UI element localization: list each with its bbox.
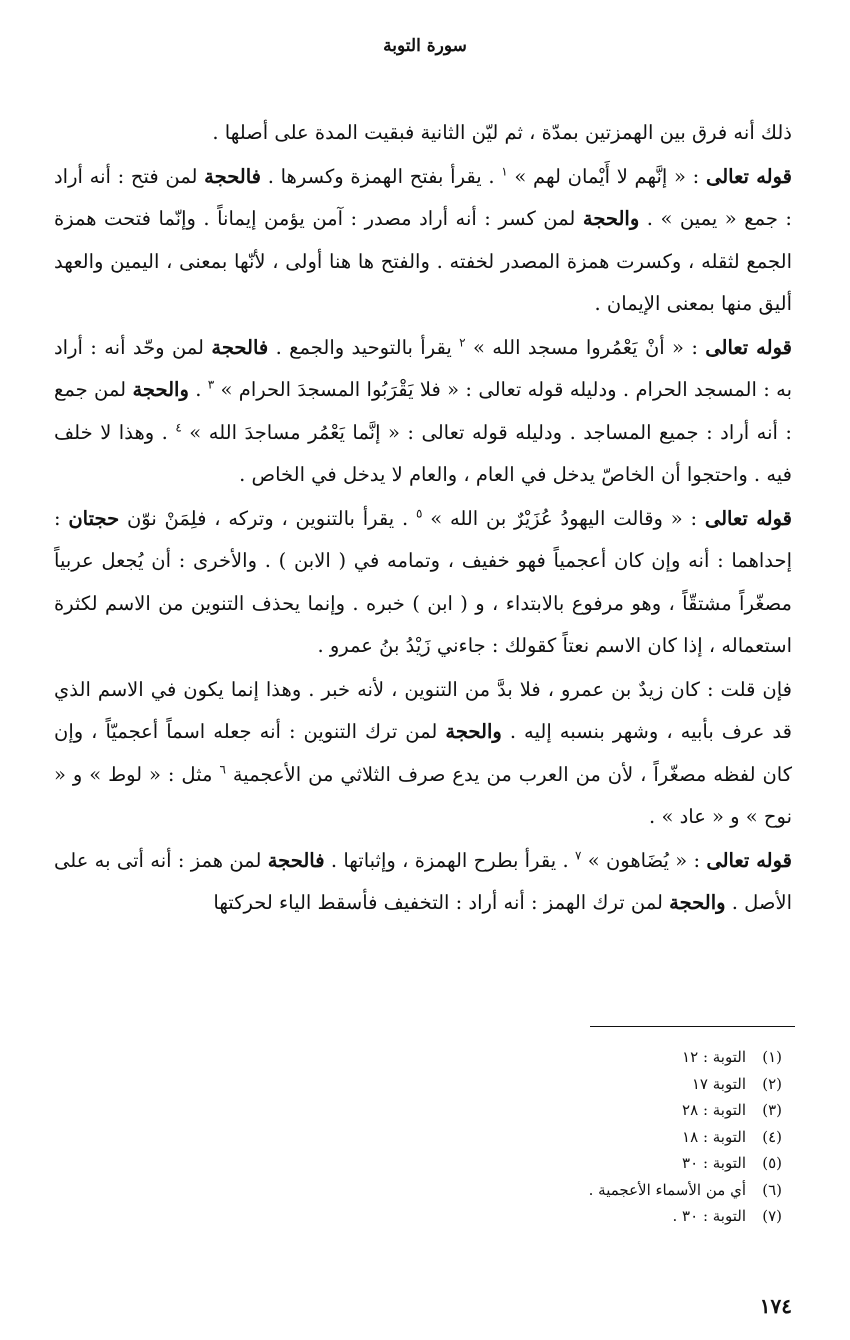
footnote-item [362, 1203, 782, 1230]
text-run: مثل : « لوط » و « نوح » و « عاد » . [54, 762, 792, 828]
footnote-reference: ٧ [574, 848, 582, 862]
text-run: : إحداهما : أنه وإن كان أعجمياً فهو خفيف ، وتمامه في ( الابن ) . والأخرى : أن يُجعل عربياً مصغّراً مشتقّاً ، وهو مرفوع بالابتداء ، و ( ابن ) خبره . وإنما يحذف التنوين من الاسم لكثرة استعماله ، إذا كان الاسم نعتاً كقولك : جاءني زَيْدُ بنُ عمرو . [54, 506, 792, 657]
footnote-number: (٥) [762, 1154, 782, 1172]
footnote-item [362, 1177, 782, 1204]
footnote-item [362, 1071, 782, 1098]
text-run: لمن ترك التنوين : أنه جعله اسماً أعجميّاً ، وإن كان لفظه مصغّراً ، لأن من العرب من يدع صرف الثلاثي من الأعجمية [54, 720, 792, 786]
footnote-number: (٦) [762, 1180, 782, 1199]
text-run: : « يُضَاهون » [581, 848, 707, 872]
footnote-item [362, 1044, 782, 1071]
footnote-reference: ١ [501, 164, 508, 178]
bold-term: فالحجة [267, 848, 325, 872]
text-run: لمن وحّد أنه : أراد به : المسجد الحرام . ودليله قوله تعالى : « فلا يَقْرَبُوا المسجدَ الحرام » [54, 335, 792, 401]
text-run: لمن كسر : أنه أراد مصدر : آمن يؤمن إيماناً . وإنّما فتحت همزة الجمع لثقله ، وكسرت همزة المصدر لخفته . والفتح ها هنا أولى ، لأنّها بمعنى ، اليمين والعهد أليق منها بمعنى الإيمان . [54, 207, 792, 315]
bold-term: والحجة [132, 378, 189, 401]
footnote-item [362, 1150, 782, 1177]
text-run: ذلك أنه فرق بين الهمزتين بمدّة ، ثم ليّن الثانية فبقيت المدة على أصلها . [212, 121, 792, 144]
text-run: : « وقالت اليهودُ عُزَيْرٌ بن الله » [422, 506, 705, 530]
footnote-number: (٧) [762, 1207, 782, 1225]
bold-term: فالحجة [204, 164, 262, 188]
footnote-text: التوبة : ٣٠ . [672, 1207, 746, 1225]
paragraph [54, 498, 792, 668]
text-run: . يقرأ بالتنوين ، وتركه ، فلِمَنْ نوّن [119, 506, 416, 530]
bold-term: قوله تعالى [704, 506, 792, 530]
bold-term: حجتان [68, 506, 120, 530]
text-run: لمن فتح : أنه أراد : جمع « يمين » . [54, 164, 792, 230]
paragraph [54, 840, 792, 925]
main-text [54, 112, 792, 925]
bold-term: والحجة [445, 720, 502, 743]
text-run: . وهذا لا خلف فيه . واحتجوا أن الخاصّ يدخل في العام ، والعام لا يدخل في الخاص . [54, 420, 792, 486]
footnote-text: أي من الأسماء الأعجمية . [588, 1180, 746, 1199]
footnote-reference: ٣ [207, 377, 215, 392]
footnote-text: التوبة ١٧ [691, 1074, 746, 1093]
footnote-reference: ٢ [459, 335, 466, 349]
footnote-text: التوبة : ٢٨ [682, 1101, 746, 1119]
paragraph [54, 669, 792, 839]
paragraph [54, 112, 792, 155]
footnote-reference: ٥ [415, 506, 423, 520]
text-run: : « أنْ يَعْمُروا مسجد الله » [465, 335, 706, 359]
text-run: لمن جمع : أنه أراد : جميع المساجد . ودليله قوله تعالى : « إنَّما يَعْمُر مساجدَ الله » [54, 378, 792, 444]
footnote-separator [590, 1026, 795, 1027]
footnote-text: التوبة : ١٨ [682, 1127, 746, 1146]
paragraph [54, 156, 792, 326]
bold-term: فالحجة [211, 335, 269, 359]
bold-term: قوله تعالى [705, 164, 793, 188]
footnote-number: (٢) [762, 1074, 782, 1093]
footnote-item [362, 1124, 782, 1151]
footnote-number: (١) [762, 1048, 782, 1066]
footnotes [362, 1044, 782, 1230]
footnote-text: التوبة : ١٢ [682, 1048, 746, 1066]
bold-term: والحجة [582, 207, 640, 230]
footnote-number: (٣) [762, 1101, 782, 1119]
text-run: فإن قلت : كان زيدٌ بن عمرو ، فلا بدَّ من التنوين ، لأنه خبر . وهذا إنما يكون في الاسم الذي قد عرف بأبيه ، وشهر بنسبه إليه . [54, 677, 792, 743]
text-run: لمن همز : أنه أتى به على الأصل . [54, 848, 792, 914]
footnote-reference: ٦ [219, 762, 226, 776]
text-run: . [188, 378, 208, 401]
running-header: سورة التوبة [383, 36, 467, 56]
text-run: لمن ترك الهمز : أنه أراد : التخفيف فأسقط الياء لحركتها [213, 891, 670, 914]
footnote-reference: ٤ [175, 420, 182, 434]
text-run: يقرأ بالتوحيد والجمع . [268, 335, 460, 359]
footnote-item [362, 1097, 782, 1124]
footnote-number: (٤) [762, 1127, 782, 1146]
page-number: ١٧٤ [759, 1294, 792, 1318]
paragraph [54, 327, 792, 497]
bold-term: قوله تعالى [706, 848, 792, 872]
footnote-text: التوبة : ٣٠ [682, 1154, 746, 1172]
text-run: : « إنَّهم لا أَيْمان لهم » [507, 164, 706, 188]
text-run: . يقرأ بطرح الهمزة ، وإثباتها . [324, 848, 575, 872]
bold-term: والحجة [669, 891, 726, 914]
text-run: . يقرأ بفتح الهمزة وكسرها . [261, 164, 502, 188]
bold-term: قوله تعالى [705, 335, 792, 359]
